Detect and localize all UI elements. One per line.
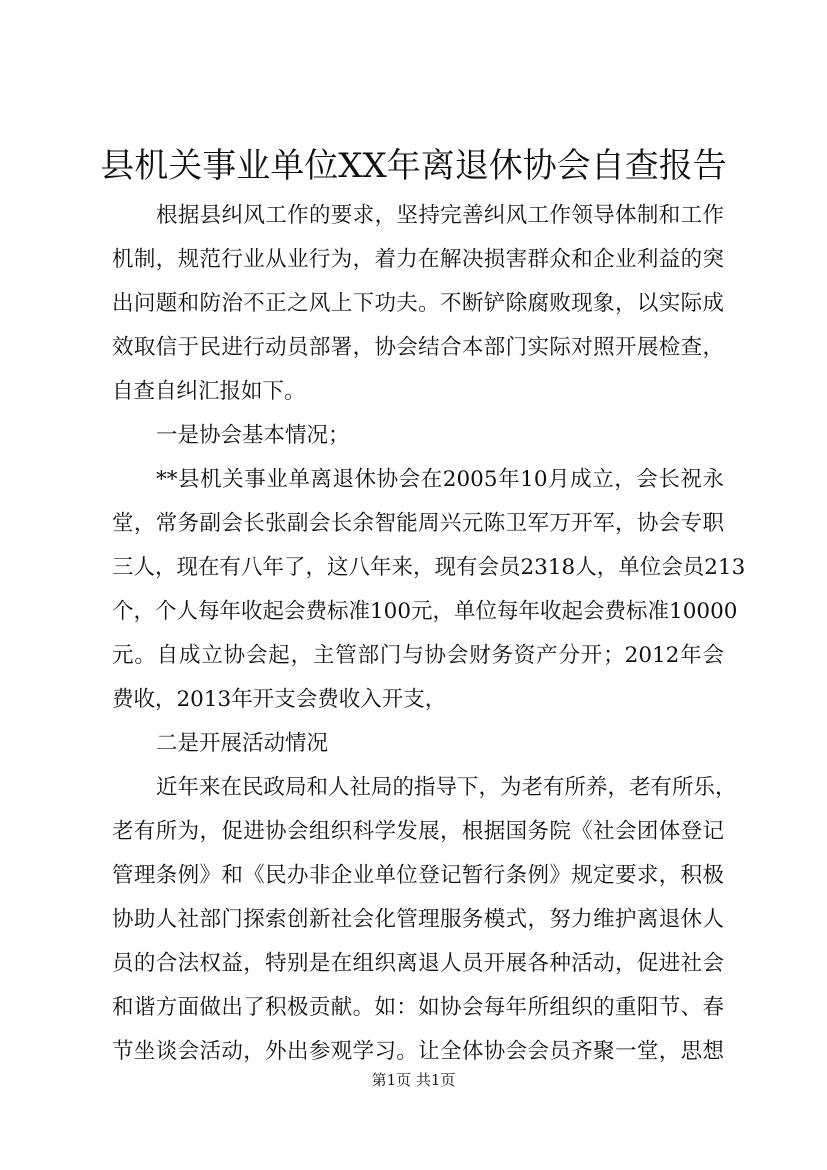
paragraph-line: 管理条例》和《民办非企业单位登记暂行条例》规定要求，积极 xyxy=(112,863,724,888)
document-body xyxy=(112,194,746,1074)
paragraph-line: 费收，2013年开支会费收入开支， xyxy=(112,687,447,712)
paragraph-line: 元。自成立协会起，主管部门与协会财务资产分开；2012年会 xyxy=(112,643,724,668)
paragraph-line: 根据县纠风工作的要求，坚持完善纠风工作领导体制和工作 xyxy=(156,203,724,228)
paragraph-line: 自查自纠汇报如下。 xyxy=(112,379,306,404)
paragraph-line: 协助人社部门探索创新社会化管理服务模式，努力维护离退休人 xyxy=(112,907,724,932)
paragraph-line: 近年来在民政局和人社局的指导下，为老有所养，老有所乐， xyxy=(156,775,737,800)
page-footer: 第1页 共1页 xyxy=(371,1071,456,1089)
paragraph-line: 个，个人每年收起会费标准100元，单位每年收起会费标准10000 xyxy=(112,599,738,624)
section-heading: 二是开展活动情况 xyxy=(156,731,329,756)
paragraph-line: 三人，现在有八年了，这八年来，现有会员2318人，单位会员213 xyxy=(112,555,746,580)
document-title: 县机关事业单位XX年离退休协会自查报告 xyxy=(100,146,727,186)
paragraph-line: 堂，常务副会长张副会长余智能周兴元陈卫军万开军，协会专职 xyxy=(112,511,724,536)
paragraph-line: **县机关事业单离退休协会在2005年10月成立，会长祝永 xyxy=(156,467,724,492)
paragraph-line: 老有所为，促进协会组织科学发展，根据国务院《社会团体登记 xyxy=(112,819,724,844)
paragraph-line: 员的合法权益，特别是在组织离退人员开展各种活动，促进社会 xyxy=(112,951,724,976)
paragraph-line: 出问题和防治不正之风上下功夫。不断铲除腐败现象，以实际成 xyxy=(112,291,724,316)
paragraph-line: 节坐谈会活动，外出参观学习。让全体协会会员齐聚一堂，思想 xyxy=(112,1039,724,1064)
paragraph-line: 机制，规范行业从业行为，着力在解决损害群众和企业利益的突 xyxy=(112,247,724,272)
paragraph-line: 和谐方面做出了积极贡献。如：如协会每年所组织的重阳节、春 xyxy=(112,995,724,1020)
paragraph-line: 效取信于民进行动员部署，协会结合本部门实际对照开展检查， xyxy=(112,335,724,360)
section-heading: 一是协会基本情况； xyxy=(156,423,350,448)
